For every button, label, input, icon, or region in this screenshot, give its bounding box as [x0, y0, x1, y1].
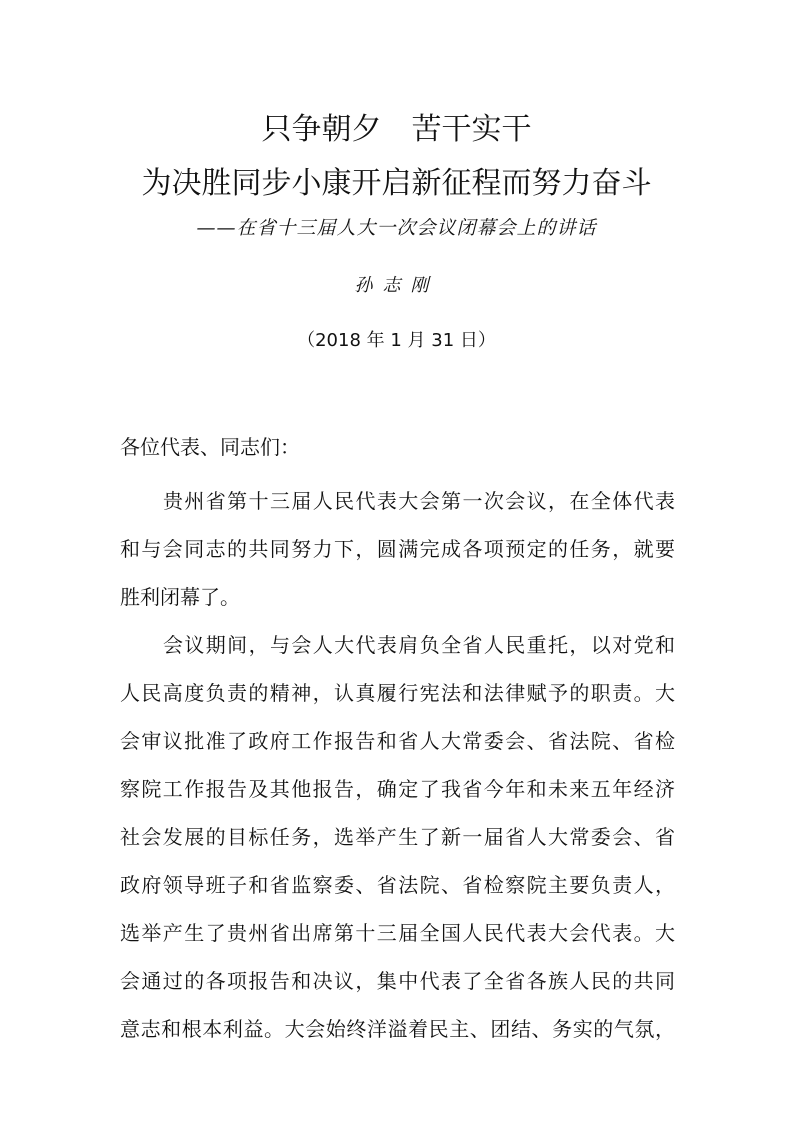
paragraph-line: 会审议批准了政府工作报告和省人大常委会、省法院、省检	[120, 729, 675, 753]
paragraph-line: 贵州省第十三届人民代表大会第一次会议，在全体代表	[163, 489, 675, 513]
paragraph-line: 人民高度负责的精神，认真履行宪法和法律赋予的职责。大	[120, 681, 675, 705]
paragraph-line: 意志和根本利益。大会始终洋溢着民主、团结、务实的气氛，	[120, 1017, 675, 1041]
subtitle: ——在省十三届人大一次会议闭幕会上的讲话	[196, 217, 597, 239]
author: 孙志刚	[354, 275, 439, 296]
paragraph-line: 察院工作报告及其他报告，确定了我省今年和未来五年经济	[120, 777, 675, 801]
paragraph-line: 和与会同志的共同努力下，圆满完成各项预定的任务，就要	[120, 537, 675, 561]
paragraph-line: 会通过的各项报告和决议，集中代表了全省各族人民的共同	[120, 969, 675, 993]
title-line-1: 只争朝夕 苦干实干	[261, 112, 532, 147]
paragraph-line: 选举产生了贵州省出席第十三届全国人民代表大会代表。大	[120, 921, 675, 945]
greeting: 各位代表、同志们：	[120, 435, 300, 459]
paragraph-line: 会议期间，与会人大代表肩负全省人民重托，以对党和	[163, 633, 675, 657]
paragraph-line: 胜利闭幕了。	[120, 585, 240, 609]
title-line-2: 为决胜同步小康开启新征程而努力奋斗	[141, 166, 652, 201]
speech-date: （2018 年 1 月 31 日）	[297, 330, 496, 351]
paragraph-line: 社会发展的目标任务，选举产生了新一届省人大常委会、省	[120, 825, 675, 849]
paragraph-line: 政府领导班子和省监察委、省法院、省检察院主要负责人，	[120, 873, 675, 897]
